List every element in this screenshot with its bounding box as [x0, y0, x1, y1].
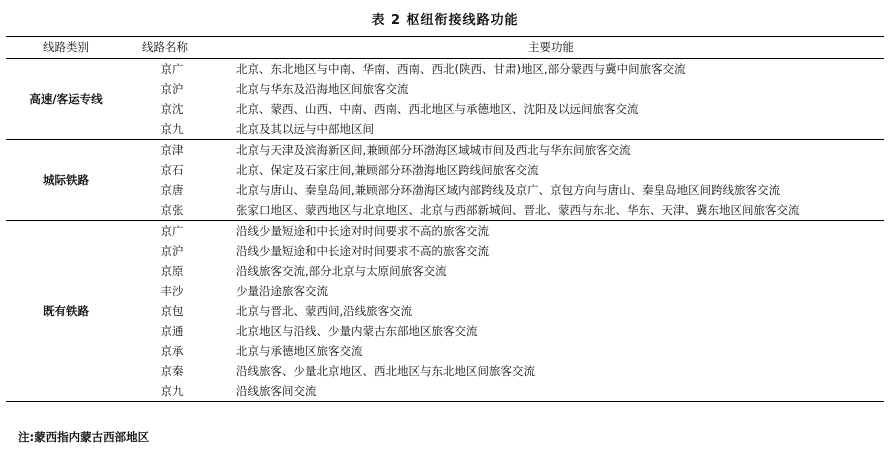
function-cell: 北京与唐山、秦皇岛间,兼顾部分环渤海区域内部跨线及京广、京包方向与唐山、秦皇岛地区间跨线旅客交流: [236, 183, 781, 197]
function-cell: 北京与晋北、蒙西间,沿线旅客交流: [236, 304, 413, 318]
table-row: [6, 99, 884, 119]
table-row: [6, 119, 884, 140]
line-name-cell: 京广: [160, 62, 184, 76]
table-row: [6, 79, 884, 99]
line-name-cell: 京沪: [160, 82, 184, 96]
header-line-name: 线路名称: [126, 37, 218, 59]
header-category: 线路类别: [6, 37, 126, 59]
function-cell: 沿线少量短途和中长途对时间要求不高的旅客交流: [236, 244, 489, 258]
table-row: [6, 341, 884, 361]
line-name-cell: 京包: [160, 304, 184, 318]
header-row: [6, 37, 884, 59]
table-row: [6, 180, 884, 200]
function-cell: 沿线少量短途和中长途对时间要求不高的旅客交流: [218, 221, 884, 242]
table-row: [6, 381, 884, 402]
function-cell: 北京地区与沿线、少量内蒙古东部地区旅客交流: [236, 324, 478, 338]
function-cell: 北京与承德地区旅客交流: [236, 344, 363, 358]
table-row: [6, 221, 884, 242]
function-cell: 北京与天津及滨海新区间,兼顾部分环渤海区域城市间及西北与华东间旅客交流: [218, 140, 884, 161]
table-row: [6, 140, 884, 161]
line-name-cell: 京唐: [160, 183, 184, 197]
line-name-cell: 丰沙: [160, 284, 184, 298]
function-cell: 北京、蒙西、山西、中南、西南、西北地区与承德地区、沈阳及以远间旅客交流: [236, 102, 639, 116]
line-name-cell: 京承: [160, 344, 184, 358]
line-name-cell: 京通: [160, 324, 184, 338]
function-cell: 沿线旅客间交流: [218, 381, 884, 402]
line-name-cell: 京津: [126, 140, 218, 161]
function-cell: 沿线旅客交流,部分北京与太原间旅客交流: [236, 264, 447, 278]
rail-function-table: [6, 36, 884, 402]
table-row: [6, 361, 884, 381]
table-row: [6, 301, 884, 321]
line-name-cell: 京秦: [160, 364, 184, 378]
function-cell: 北京及其以远与中部地区间: [236, 122, 374, 136]
function-cell: 北京、东北地区与中南、华南、西南、西北(陕西、甘肃)地区,部分蒙西与冀中间旅客交流: [236, 62, 686, 76]
line-name-cell: 京九: [160, 122, 184, 136]
function-cell: 少量沿途旅客交流: [236, 284, 328, 298]
category-cell: 城际铁路: [6, 140, 126, 221]
line-name-cell: 京张: [160, 203, 184, 217]
table-row: [6, 160, 884, 180]
function-cell: 沿线旅客、少量北京地区、西北地区与东北地区间旅客交流: [236, 364, 535, 378]
line-name-cell: 京沈: [160, 102, 184, 116]
table-row: [6, 59, 884, 80]
table-row: [6, 241, 884, 261]
table-note: 注:蒙西指内蒙古西部地区: [18, 430, 150, 444]
function-cell: 北京与华东及沿海地区间旅客交流: [236, 82, 409, 96]
table-row: [6, 261, 884, 281]
function-cell: 张家口地区、蒙西地区与北京地区、北京与西部新城间、晋北、蒙西与东北、华东、天津、冀东地区间旅客交流: [236, 203, 800, 217]
function-cell: 北京、保定及石家庄间,兼顾部分环渤海地区跨线间旅客交流: [236, 163, 539, 177]
header-function: 主要功能: [218, 37, 884, 59]
line-name-cell: 京石: [160, 163, 184, 177]
category-cell: 既有铁路: [6, 221, 126, 402]
table-row: [6, 321, 884, 341]
line-name-cell: 京九: [126, 381, 218, 402]
table-body: [6, 59, 884, 402]
line-name-cell: 京广: [126, 221, 218, 242]
table-row: [6, 200, 884, 221]
line-name-cell: 京原: [160, 264, 184, 278]
category-cell: 高速/客运专线: [6, 59, 126, 140]
line-name-cell: 京沪: [160, 244, 184, 258]
table-row: [6, 281, 884, 301]
table-caption: 表 2 枢纽衔接线路功能: [371, 13, 519, 28]
